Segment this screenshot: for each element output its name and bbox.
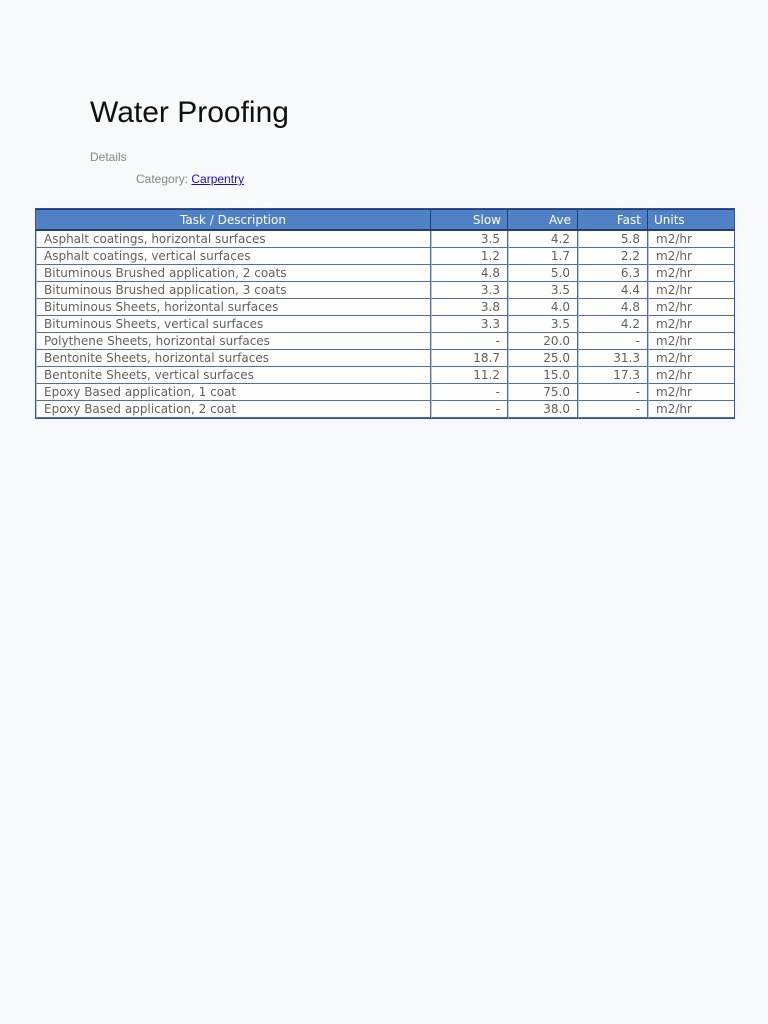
- cell-slow: 3.3: [431, 282, 508, 299]
- table-row: [36, 350, 734, 367]
- cell-slow: 4.8: [431, 265, 508, 282]
- cell-fast: 17.3: [578, 367, 648, 384]
- cell-fast: 4.8: [578, 299, 648, 316]
- cell-fast: -: [578, 384, 648, 401]
- task-table: [35, 208, 735, 419]
- cell-fast: 6.3: [578, 265, 648, 282]
- category-label: Category:: [136, 172, 189, 186]
- cell-fast: 31.3: [578, 350, 648, 367]
- cell-units: m2/hr: [648, 299, 734, 316]
- cell-ave: 38.0: [508, 401, 578, 418]
- cell-slow: 1.2: [431, 248, 508, 265]
- cell-units: m2/hr: [648, 350, 734, 367]
- table-row: [36, 333, 734, 350]
- header-units: Units: [648, 209, 734, 231]
- cell-units: m2/hr: [648, 282, 734, 299]
- cell-units: m2/hr: [648, 231, 734, 248]
- cell-slow: -: [431, 401, 508, 418]
- cell-slow: -: [431, 333, 508, 350]
- cell-fast: 4.4: [578, 282, 648, 299]
- table-row: [36, 384, 734, 401]
- cell-slow: 18.7: [431, 350, 508, 367]
- cell-fast: -: [578, 333, 648, 350]
- table-row: [36, 316, 734, 333]
- table-row: [36, 299, 734, 316]
- cell-ave: 15.0: [508, 367, 578, 384]
- cell-task: Epoxy Based application, 2 coat: [36, 401, 431, 418]
- cell-ave: 3.5: [508, 316, 578, 333]
- table-row: [36, 248, 734, 265]
- table-row: [36, 282, 734, 299]
- cell-ave: 4.0: [508, 299, 578, 316]
- cell-ave: 25.0: [508, 350, 578, 367]
- cell-task: Bituminous Sheets, horizontal surfaces: [36, 299, 431, 316]
- cell-task: Asphalt coatings, horizontal surfaces: [36, 231, 431, 248]
- cell-slow: 3.8: [431, 299, 508, 316]
- cell-fast: 4.2: [578, 316, 648, 333]
- cell-units: m2/hr: [648, 265, 734, 282]
- cell-units: m2/hr: [648, 367, 734, 384]
- cell-ave: 1.7: [508, 248, 578, 265]
- cell-slow: -: [431, 384, 508, 401]
- table-row: [36, 367, 734, 384]
- cell-task: Bentonite Sheets, horizontal surfaces: [36, 350, 431, 367]
- cell-slow: 3.3: [431, 316, 508, 333]
- cell-task: Bituminous Brushed application, 2 coats: [36, 265, 431, 282]
- cell-task: Epoxy Based application, 1 coat: [36, 384, 431, 401]
- cell-units: m2/hr: [648, 384, 734, 401]
- cell-units: m2/hr: [648, 401, 734, 418]
- table-header-row: [36, 209, 734, 231]
- header-fast: Fast: [578, 209, 648, 231]
- header-slow: Slow: [431, 209, 508, 231]
- cell-task: Asphalt coatings, vertical surfaces: [36, 248, 431, 265]
- page-title: Water Proofing: [90, 96, 289, 129]
- header-ave: Ave: [508, 209, 578, 231]
- category-link[interactable]: Carpentry: [191, 172, 245, 186]
- cell-task: Polythene Sheets, horizontal surfaces: [36, 333, 431, 350]
- table-row: [36, 401, 734, 418]
- table-row: [36, 265, 734, 282]
- table-row: [36, 231, 734, 248]
- cell-units: m2/hr: [648, 333, 734, 350]
- cell-units: m2/hr: [648, 248, 734, 265]
- cell-ave: 5.0: [508, 265, 578, 282]
- cell-units: m2/hr: [648, 316, 734, 333]
- details-label: Details: [90, 150, 127, 164]
- cell-slow: 11.2: [431, 367, 508, 384]
- cell-task: Bituminous Sheets, vertical surfaces: [36, 316, 431, 333]
- cell-ave: 75.0: [508, 384, 578, 401]
- header-task: Task / Description: [36, 209, 431, 231]
- cell-task: Bituminous Brushed application, 3 coats: [36, 282, 431, 299]
- cell-ave: 3.5: [508, 282, 578, 299]
- cell-fast: 5.8: [578, 231, 648, 248]
- cell-ave: 20.0: [508, 333, 578, 350]
- cell-slow: 3.5: [431, 231, 508, 248]
- cell-fast: 2.2: [578, 248, 648, 265]
- cell-task: Bentonite Sheets, vertical surfaces: [36, 367, 431, 384]
- category-line: [136, 172, 244, 186]
- cell-fast: -: [578, 401, 648, 418]
- cell-ave: 4.2: [508, 231, 578, 248]
